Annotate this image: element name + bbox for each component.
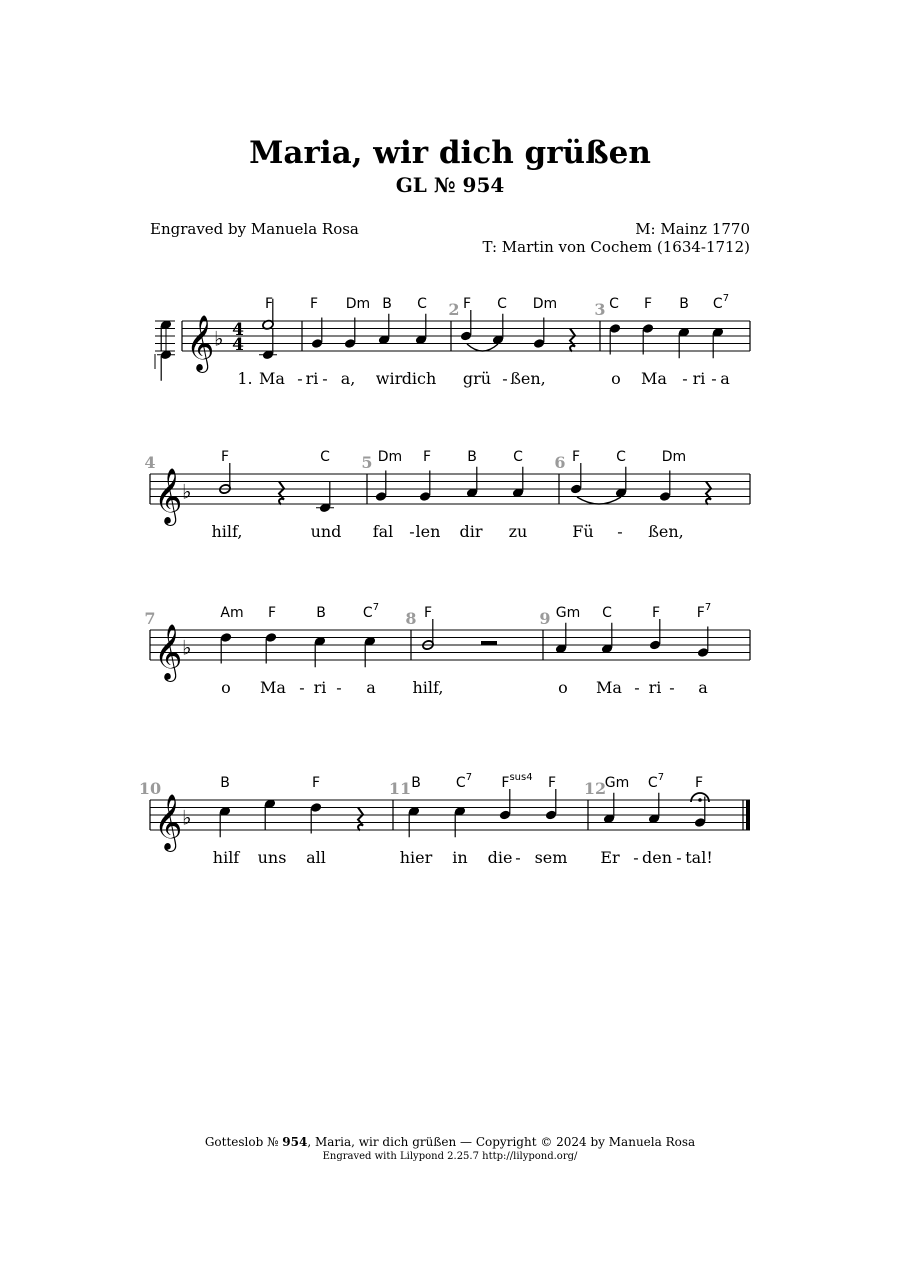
bar-number: 4 <box>144 453 156 472</box>
lyric-hyphen: - <box>676 848 682 867</box>
footer-engraving-note: Engraved with Lilypond 2.25.7 http://lilypond.org/ <box>322 1151 578 1162</box>
key-flat: ♭ <box>214 326 224 351</box>
chord-symbol: Am <box>220 605 244 621</box>
bar-number: 8 <box>405 609 417 628</box>
lyric-syllable: a <box>720 369 730 388</box>
lyric-syllable: hilf <box>212 848 240 867</box>
bar-number: 3 <box>594 300 606 319</box>
bar-number: 7 <box>144 609 156 628</box>
chord-symbol: C <box>513 449 523 465</box>
lyric-syllable: ri <box>648 678 662 697</box>
bar-number: 11 <box>388 779 412 798</box>
composer-credit: M: Mainz 1770 <box>635 220 750 238</box>
lyric-syllable: fal <box>372 522 394 541</box>
bar-number: 10 <box>138 779 162 798</box>
lyric-syllable: a <box>366 678 376 697</box>
chord-symbol: F <box>651 605 661 621</box>
lyric-syllable: dich <box>401 369 437 388</box>
treble-clef: 𝄞 <box>154 794 183 850</box>
footer-prefix: Gotteslob № <box>204 1135 283 1149</box>
chord-symbol: B <box>316 605 326 621</box>
chord-symbol: F <box>423 605 433 621</box>
slur <box>467 344 498 351</box>
chord-symbol: B <box>220 775 230 791</box>
half-rest <box>481 641 497 645</box>
lyric-syllable: Ma <box>641 369 667 388</box>
lyric-syllable: in <box>452 848 468 867</box>
treble-clef: 𝄞 <box>154 468 183 524</box>
bar-number: 12 <box>583 779 607 798</box>
chord-symbol: B <box>411 775 421 791</box>
lyric-syllable: grü <box>462 369 492 388</box>
lyric-hyphen: - <box>634 678 640 697</box>
chord-symbol: $C^7$ <box>362 602 380 621</box>
treble-clef: 𝄞 <box>186 315 215 371</box>
chord-symbol: F <box>547 775 557 791</box>
chord-symbol: C <box>417 296 427 312</box>
key-flat: ♭ <box>182 479 192 504</box>
fermata-dot <box>698 798 702 802</box>
lyric-syllable: dir <box>459 522 483 541</box>
poet-credit: T: Martin von Cochem (1634-1712) <box>482 238 750 256</box>
lyric-hyphen: - <box>633 848 639 867</box>
chord-symbol: $F^7$ <box>696 602 712 621</box>
bar-number: 9 <box>539 609 551 628</box>
song-title: Maria, wir dich grüßen <box>249 135 651 171</box>
lyric-syllable: zu <box>508 522 528 541</box>
lyric-hyphen: - <box>297 369 303 388</box>
lyric-hyphen: - <box>299 678 305 697</box>
chord-symbol: C <box>602 605 612 621</box>
bar-number: 5 <box>361 453 373 472</box>
time-signature-denominator: 4 <box>232 335 244 355</box>
lyric-hyphen: - <box>409 522 415 541</box>
chord-symbol: B <box>382 296 392 312</box>
lyric-hyphen: - <box>502 369 508 388</box>
chord-symbol: F <box>220 449 230 465</box>
chord-symbol: $F^{sus4}$ <box>501 772 533 791</box>
lyric-syllable: Ma <box>596 678 622 697</box>
lyric-syllable: hier <box>399 848 433 867</box>
chord-symbol: F <box>264 296 274 312</box>
time-signature-numerator: 4 <box>232 320 244 340</box>
chord-symbol: $C^7$ <box>712 293 730 312</box>
lyric-syllable: o <box>221 678 231 697</box>
chord-symbol: Dm <box>345 296 371 312</box>
lyric-syllable: Er <box>600 848 620 867</box>
lyric-syllable: a, <box>340 369 356 388</box>
lyric-syllable: len <box>415 522 441 541</box>
chord-symbol: Gm <box>555 605 581 621</box>
chord-symbol: F <box>643 296 653 312</box>
lyric-syllable: a <box>698 678 708 697</box>
chord-symbol: F <box>311 775 321 791</box>
key-flat: ♭ <box>182 805 192 830</box>
lyric-syllable: die <box>487 848 513 867</box>
lyric-syllable: ri <box>692 369 706 388</box>
lyric-syllable: o <box>558 678 568 697</box>
lyric-syllable: und <box>310 522 342 541</box>
lyric-syllable: sem <box>534 848 568 867</box>
chord-symbol: F <box>267 605 277 621</box>
lyric-syllable: hilf, <box>211 522 243 541</box>
quarter-rest <box>570 329 575 352</box>
lyric-syllable: den <box>641 848 673 867</box>
chord-symbol: F <box>309 296 319 312</box>
quarter-rest <box>706 482 711 505</box>
lyric-hyphen: - <box>669 678 675 697</box>
chord-symbol: $C^7$ <box>455 772 473 791</box>
bar-number: 6 <box>554 453 566 472</box>
lyric-hyphen: - <box>682 369 688 388</box>
chord-symbol: B <box>467 449 477 465</box>
chord-symbol: Gm <box>604 775 630 791</box>
chord-symbol: F <box>422 449 432 465</box>
treble-clef: 𝄞 <box>154 624 183 680</box>
key-flat: ♭ <box>182 635 192 660</box>
lyric-syllable: all <box>306 848 326 867</box>
chord-symbol: F <box>571 449 581 465</box>
lyric-syllable: Ma <box>260 678 286 697</box>
lyric-hyphen: - <box>515 848 521 867</box>
lyric-syllable: ßen, <box>648 522 684 541</box>
chord-symbol: B <box>679 296 689 312</box>
lyric-syllable: Fü <box>572 522 594 541</box>
quarter-rest <box>279 482 284 505</box>
song-subtitle: GL № 954 <box>395 173 505 197</box>
footer-rest: , Maria, wir dich grüßen — Copyright © 2024 by Manuela Rosa <box>307 1135 696 1149</box>
engraver-credit: Engraved by Manuela Rosa <box>150 220 359 238</box>
lyric-syllable: 1. <box>237 369 253 388</box>
lyric-hyphen: - <box>617 522 623 541</box>
chord-symbol: Dm <box>532 296 558 312</box>
lyric-hyphen: - <box>322 369 328 388</box>
final-barline <box>746 800 750 830</box>
lyric-syllable: hilf, <box>412 678 444 697</box>
chord-symbol: C <box>497 296 507 312</box>
lyric-syllable: Ma <box>259 369 285 388</box>
lyric-hyphen: - <box>711 369 717 388</box>
lyric-syllable: tal! <box>685 848 713 867</box>
chord-symbol: C <box>616 449 626 465</box>
lyric-hyphen: - <box>336 678 342 697</box>
lyric-syllable: ßen, <box>510 369 546 388</box>
footer-copyright <box>0 1135 900 1149</box>
chord-symbol: $C^7$ <box>647 772 665 791</box>
chord-symbol: F <box>694 775 704 791</box>
chord-symbol: C <box>609 296 619 312</box>
lyric-syllable: uns <box>257 848 287 867</box>
chord-symbol: C <box>320 449 330 465</box>
lyric-syllable: wir <box>375 369 403 388</box>
chord-symbol: F <box>462 296 472 312</box>
lyric-syllable: ri <box>305 369 319 388</box>
quarter-rest <box>358 808 363 831</box>
chord-symbol: Dm <box>377 449 403 465</box>
bar-number: 2 <box>448 300 460 319</box>
lyric-syllable: o <box>611 369 621 388</box>
footer-number: 954 <box>282 1135 308 1149</box>
chord-symbol: Dm <box>661 449 687 465</box>
slur <box>577 497 621 504</box>
lyric-syllable: ri <box>313 678 327 697</box>
